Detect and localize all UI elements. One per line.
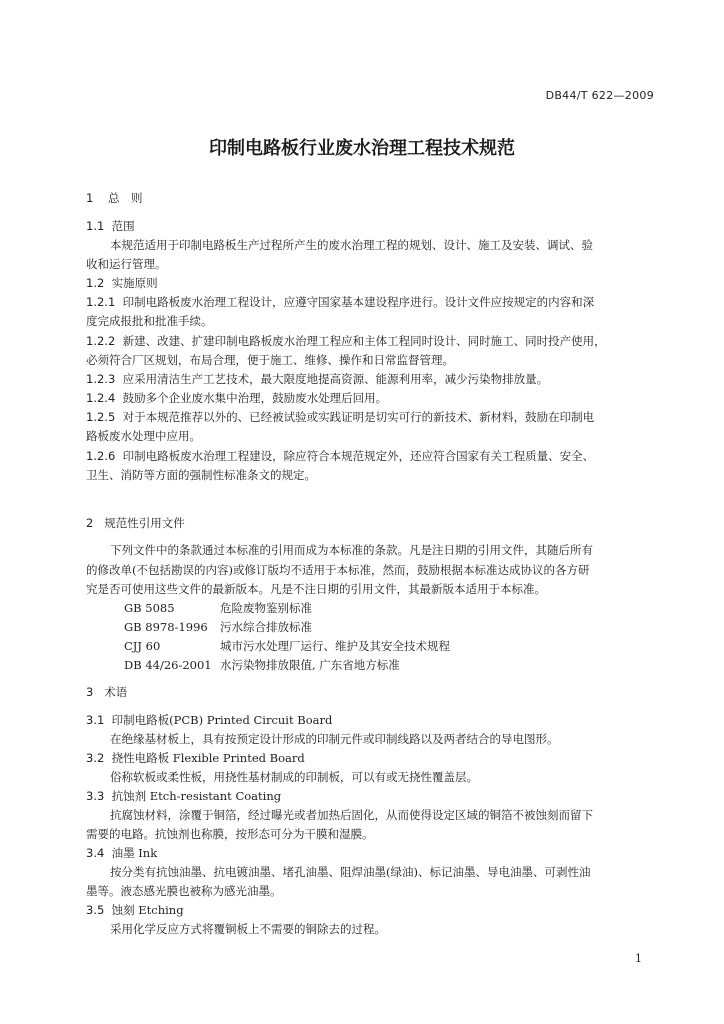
clause-1-2-5-line2: 路板废水处理中应用。 bbox=[86, 429, 201, 443]
term-3-3-text-line2: 需要的电路。抗蚀剂也称膜，按形态可分为干膜和湿膜。 bbox=[86, 827, 374, 841]
section-2-heading: 2 规范性引用文件 bbox=[86, 516, 185, 530]
term-3-4-heading: 3.4 油墨 Ink bbox=[86, 846, 158, 860]
clause-1-2-6-line1: 1.2.6 印制电路板废水治理工程建设，除应符合本规范规定外，还应符合国家有关工程质量、安全、 bbox=[86, 449, 595, 463]
reference-row: CJJ 60 城市污水处理厂运行、维护及其安全技术规程 bbox=[124, 639, 450, 653]
clause-1-1-text-line1: 本规范适用于印制电路板生产过程所产生的废水治理工程的规划、设计、施工及安装、调试、验 bbox=[110, 238, 593, 252]
reference-row: GB 8978-1996 污水综合排放标准 bbox=[124, 620, 312, 634]
clause-1-1-text-line2: 收和运行管理。 bbox=[86, 257, 167, 271]
section-2-text-line3: 究是否可使用这些文件的最新版本。凡是不注日期的引用文件，其最新版本适用于本标准。 bbox=[86, 582, 546, 596]
term-3-4-text-line1: 按分类有抗蚀油墨、抗电镀油墨、堵孔油墨、阻焊油墨(绿油)、标记油墨、导电油墨、可剥性油 bbox=[110, 865, 591, 879]
term-3-5-text: 采用化学反应方式将覆铜板上不需要的铜除去的过程。 bbox=[110, 922, 386, 936]
clause-1-2-5-line1: 1.2.5 对于本规范推荐以外的、已经被试验或实践证明是切实可行的新技术、新材料，鼓励在印制电 bbox=[86, 410, 595, 424]
clause-1-2-heading: 1.2 实施原则 bbox=[86, 276, 158, 290]
term-3-3-heading: 3.3 抗蚀剂 Etch-resistant Coating bbox=[86, 789, 282, 803]
section-2-text-line2: 的修改单(不包括勘误的内容)或修订版均不适用于本标准，然而，鼓励根据本标准达成协议的各方研 bbox=[86, 563, 590, 577]
clause-1-2-2-line1: 1.2.2 新建、改建、扩建印制电路板废水治理工程应和主体工程同时设计、同时施工、同时投产使用， bbox=[86, 334, 606, 348]
standard-code: DB44/T 622—2009 bbox=[545, 89, 654, 102]
term-3-2-heading: 3.2 挠性电路板 Flexible Printed Board bbox=[86, 751, 305, 765]
term-3-3-text-line1: 抗腐蚀材料，涂覆于铜箔，经过曝光或者加热后固化，从而使得设定区域的铜箔不被蚀刻而留下 bbox=[110, 808, 593, 822]
clause-1-2-1-line2: 度完成报批和批准手续。 bbox=[86, 314, 213, 328]
term-3-4-text-line2: 墨等。液态感光膜也被称为感光油墨。 bbox=[86, 884, 282, 898]
term-3-2-text: 俗称软板或柔性板，用挠性基材制成的印制板，可以有或无挠性覆盖层。 bbox=[110, 770, 478, 784]
term-3-1-text: 在绝缘基材板上，具有按预定设计形成的印制元件或印制线路以及两者结合的导电图形。 bbox=[110, 732, 559, 746]
section-2-text-line1: 下列文件中的条款通过本标准的引用而成为本标准的条款。凡是注日期的引用文件，其随后所有 bbox=[110, 543, 593, 557]
term-3-5-heading: 3.5 蚀刻 Etching bbox=[86, 903, 184, 917]
clause-1-2-2-line2: 必须符合厂区规划，布局合理，便于施工、维修、操作和日常监督管理。 bbox=[86, 353, 454, 367]
reference-row: DB 44/26-2001 水污染物排放限值, 广东省地方标准 bbox=[124, 658, 400, 672]
section-1-heading: 1 总 则 bbox=[86, 191, 143, 205]
clause-1-1-heading: 1.1 范围 bbox=[86, 219, 135, 233]
page-number: 1 bbox=[635, 952, 642, 965]
reference-row: GB 5085 危险废物鉴别标准 bbox=[124, 601, 312, 615]
clause-1-2-4: 1.2.4 鼓励多个企业废水集中治理，鼓励废水处理后回用。 bbox=[86, 391, 388, 405]
term-3-1-heading: 3.1 印制电路板(PCB) Printed Circuit Board bbox=[86, 713, 333, 727]
clause-1-2-1-line1: 1.2.1 印制电路板废水治理工程设计，应遵守国家基本建设程序进行。设计文件应按规定的内容和深 bbox=[86, 295, 595, 309]
clause-1-2-3: 1.2.3 应采用清洁生产工艺技术，最大限度地提高资源、能源利用率，减少污染物排放量。 bbox=[86, 372, 549, 386]
section-3-heading: 3 术语 bbox=[86, 685, 128, 699]
clause-1-2-6-line2: 卫生、消防等方面的强制性标准条文的规定。 bbox=[86, 468, 316, 482]
page-title: 印制电路板行业废水治理工程技术规范 bbox=[209, 138, 515, 159]
